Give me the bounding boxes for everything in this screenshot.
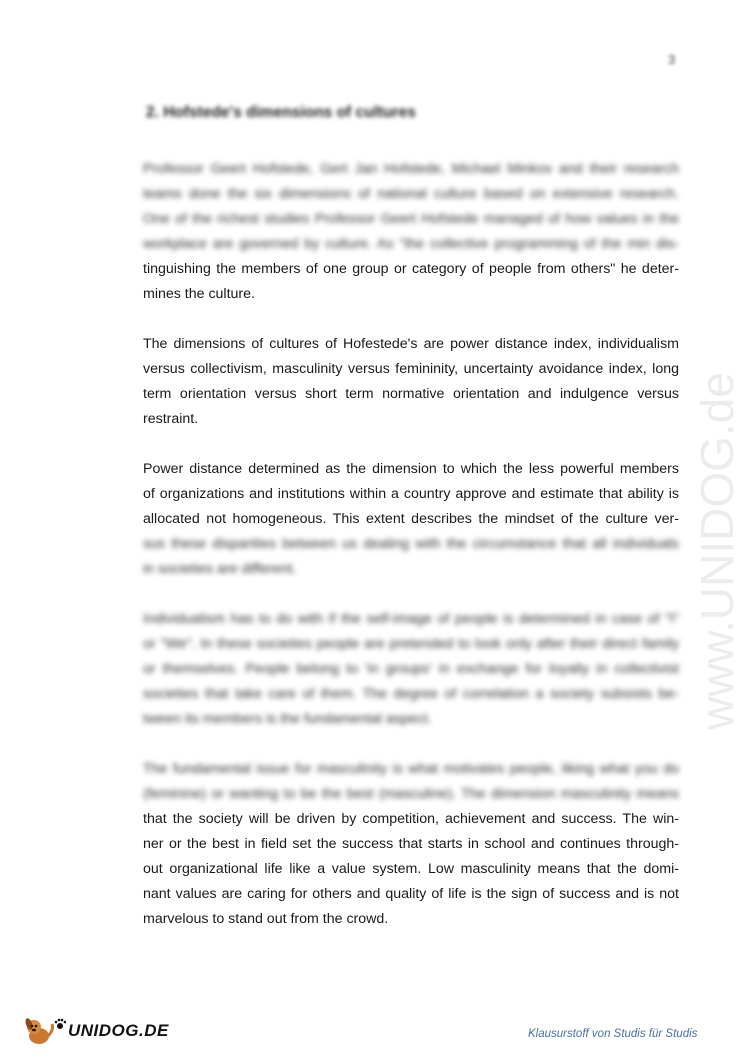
text-line: workplace are governed by culture. As "the collective programming of the min dis-: [143, 236, 679, 252]
page-number: 3: [668, 52, 676, 67]
paragraph: [143, 457, 679, 582]
text-line: that the society will be driven by competition, achievement and success. The win-: [143, 811, 679, 827]
paragraph: [143, 757, 679, 932]
text-line: tinguishing the members of one group or category of people from others" he deter-: [143, 261, 679, 277]
paragraph: [143, 332, 679, 432]
watermark: www.UNIDOG.de: [691, 372, 743, 730]
text-line: societies that take care of them. The degree of correlation a society subsists be-: [143, 686, 679, 702]
text-line: (feminine) or wanting to be the best (masculine). The dimension masculinity means: [143, 786, 679, 802]
text-line: or "We". In these societies people are pretended to look only after their direct family: [143, 636, 679, 652]
text-line: allocated not homogeneous. This extent describes the mindset of the culture ver-: [143, 511, 679, 527]
text-line: or themselves. People belong to 'in groups' in exchange for loyalty in collectivist: [143, 661, 679, 677]
text-line: in societies are different.: [143, 561, 297, 577]
text-line: restraint.: [143, 411, 199, 427]
footer-logo: [22, 1014, 169, 1048]
text-line: sus these disparities between us dealing with the circumstance that all individuals: [143, 536, 679, 552]
text-line: teams done the six dimensions of national culture based on extensive research.: [143, 186, 679, 202]
text-line: term orientation versus short term normative orientation and indulgence versus: [143, 386, 679, 402]
text-line: The fundamental issue for masculinity is what motivates people, liking what you do: [143, 761, 679, 777]
text-line: marvelous to stand out from the crowd.: [143, 911, 389, 927]
logo-text: UNIDOG.DE: [68, 1021, 169, 1040]
text-line: One of the richest studies Professor Geert Hofstede managed of how values in the: [143, 211, 679, 227]
text-line: mines the culture.: [143, 286, 255, 302]
text-line: ner or the best in field set the success that starts in school and continues through-: [143, 836, 679, 852]
paragraph: [143, 157, 679, 307]
section-heading: 2. Hofstede's dimensions of cultures: [146, 104, 416, 121]
text-line: The dimensions of cultures of Hofestede's are power distance index, individualism: [143, 336, 679, 352]
dog-icon: [22, 1014, 56, 1048]
text-line: Professor Geert Hofstede, Gert Jan Hofstede, Michael Minkov and their research: [143, 161, 679, 177]
text-line: Individualism has to do with if the self-image of people is determined in case of "I": [143, 611, 679, 627]
text-line: nant values are caring for others and quality of life is the sign of success and is not: [143, 886, 679, 902]
paragraph: [143, 607, 679, 732]
text-line: of organizations and institutions within a country approve and estimate that ability is: [143, 486, 679, 502]
footer-slogan: Klausurstoff von Studis für Studis: [528, 1028, 698, 1040]
text-line: tween its members is the fundamental aspect.: [143, 711, 432, 727]
text-line: Power distance determined as the dimension to which the less powerful members: [143, 461, 679, 477]
text-line: versus collectivism, masculinity versus femininity, uncertainty avoidance index, long: [143, 361, 679, 377]
text-line: out organizational life like a value system. Low masculinity means that the domi-: [143, 861, 679, 877]
paw-icon: [54, 1018, 66, 1030]
